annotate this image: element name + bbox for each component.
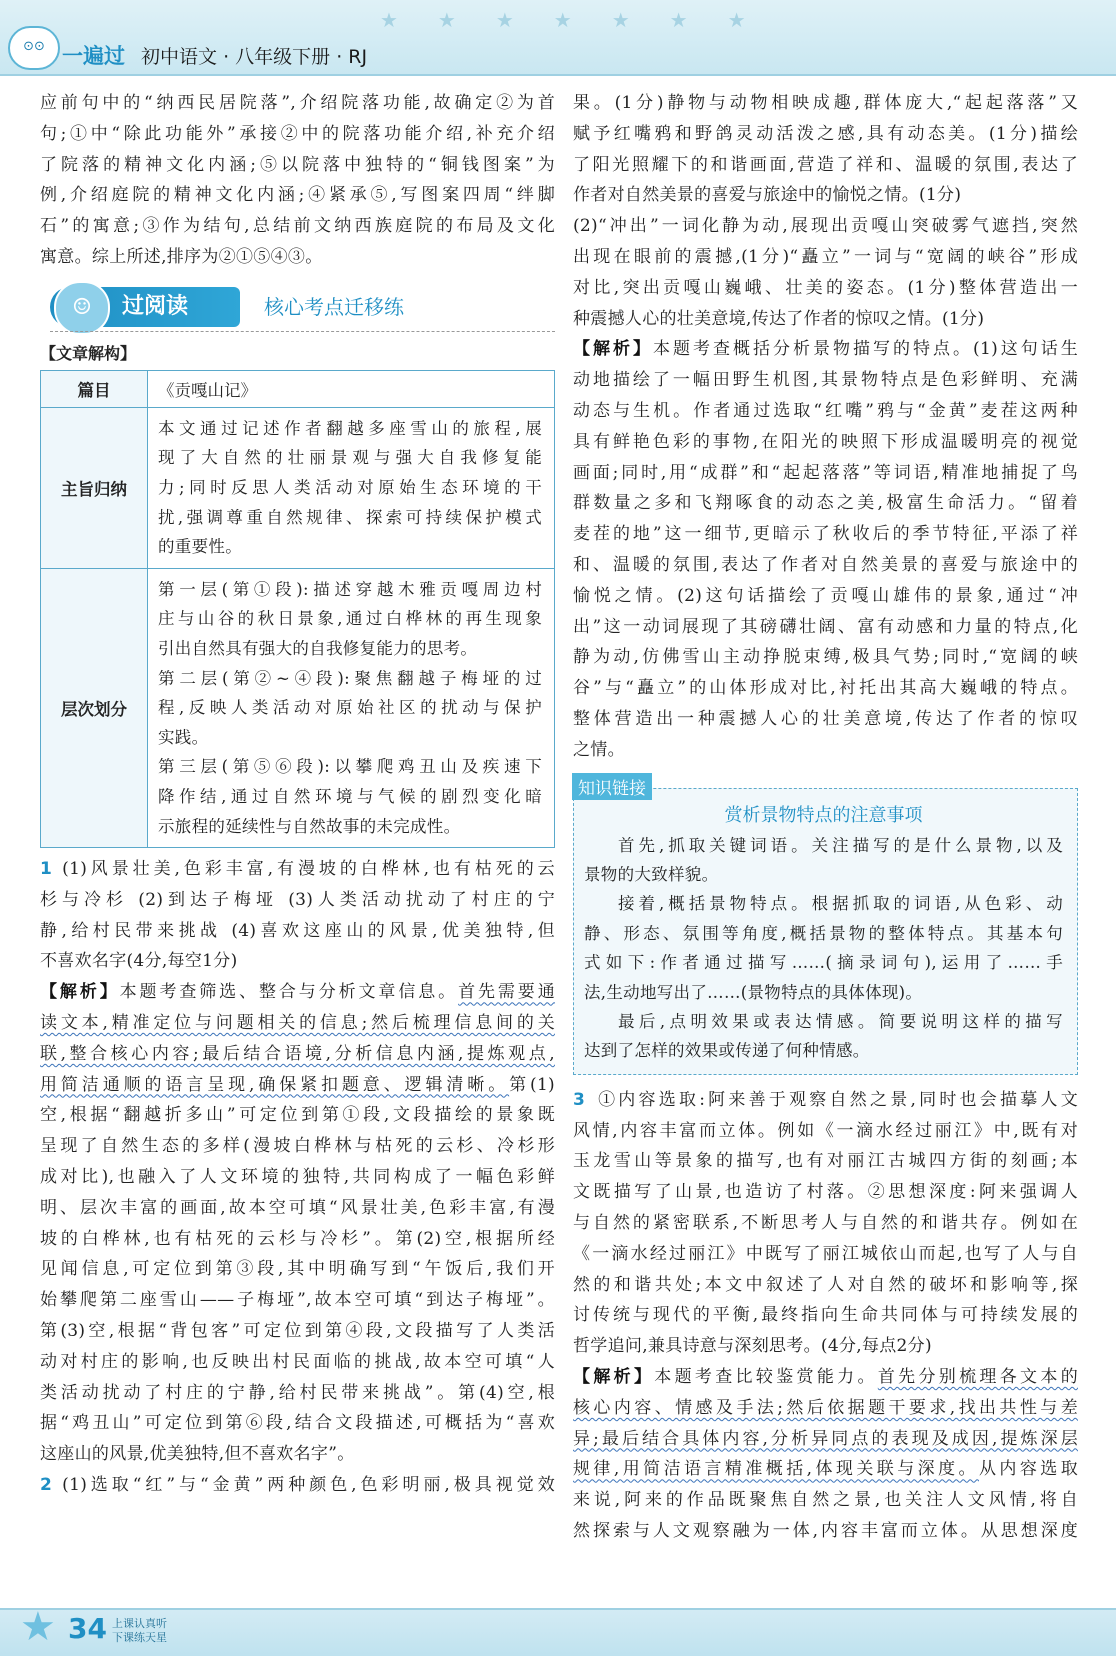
underlined-text: 联,整合核心内容;最后结合语境,分析信息内涵,提炼观点, [40,1043,555,1064]
text-line: 文既描写了山景,也造访了村落。②思想深度:阿来强调人 [573,1182,1078,1203]
text-line: 始攀爬第二座雪山——子梅垭”,故本空可填“到达子梅垭”。 [40,1290,555,1311]
footer-slogan [112,1617,167,1645]
text-line: 程,反映人类活动对原始社区的扰动与保护 [158,698,542,718]
analysis-text: 本题考查比较鉴赏能力。 [654,1366,878,1387]
text-line: 了院落的精神文化内涵;⑤以院落中独特的“铜钱图案”为 [40,154,555,175]
text-line: 然探索与人文观察融为一体,内容丰富而立体。从思想深度 [573,1520,1078,1541]
right-column [573,88,1078,1547]
answer-text: (1)风景壮美,色彩丰富,有漫坡的白桦林,也有枯死的云 [62,859,555,880]
text-line: 静为动,仿佛雪山主动挣脱束缚,极具气势;同时,“宽阔的峡 [573,647,1078,668]
text-line: 不喜欢名字(4分,每空1分) [40,951,238,972]
text-line: 果。(1分)静物与动物相映成趣,群体庞大,“起起落落”又 [573,93,1078,113]
knowledge-link-box [573,778,1078,1075]
underlined-text: 用简洁通顺的语言呈现,确保紧扣题意、逻辑清晰。 [40,1074,510,1095]
text-line: 力;同时反思人类活动对原始生态环境的干 [158,477,542,497]
text-line: 本文通过记述作者翻越多座雪山的旅程,展 [158,418,542,438]
table-cell [148,568,555,847]
text-line: 第(3)空,根据“背包客”可定位到第④段,文段描写了人类活 [40,1321,555,1342]
text-line: 愉悦之情。(2)这句话描绘了贡嘎山雄伟的景象,通过“冲 [573,585,1078,606]
text-line: 玉龙雪山等景象的描写,也有对丽江古城四方街的刻画;本 [573,1151,1078,1172]
text-line: 引出自然具有强大的自我修复能力的思考。 [158,638,478,658]
text-line: 扰,强调尊重自然规律、探索可持续保护模式 [158,507,542,527]
structure-table [40,370,555,848]
text-line [40,1470,555,1501]
text-line: 空,根据“翻越折多山”可定位到第①段,文段描绘的景象既 [40,1105,555,1126]
table-header-cell: 主旨归纳 [41,407,148,568]
table-cell [148,407,555,568]
text-line [40,854,555,885]
text-line [40,1070,555,1101]
brand-name: 一遍过 [62,44,125,68]
text-line: 应前句中的“纳西民居院落”,介绍院落功能,故确定②为首 [40,93,555,113]
question-number: 3 [573,1089,586,1110]
text-line: 具有鲜艳色彩的事物,在阳光的映照下形成温暖明亮的视觉 [573,431,1078,452]
section-banner [40,281,555,335]
text-line [40,1008,555,1039]
page-number: 34 [68,1612,107,1645]
text-line: 了阳光照耀下的和谐画面,营造了祥和、温暖的氛围,表达了 [573,154,1078,175]
table-row [41,370,555,407]
table-header-cell: 篇目 [41,370,148,407]
text-line: 景物的大致样貌。 [584,864,719,884]
text-line: 种震撼人心的壮美意境,传达了作者的惊叹之情。(1分) [573,308,985,329]
text-line: 式如下:作者通过描写……(摘录词句),运用了……手 [584,953,1063,973]
text-line: 麦茬的地”这一细节,更暗示了秋收后的季节特征,平添了祥 [573,524,1078,545]
text-line [40,1039,555,1070]
text-line: 呈现了自然生态的多样(漫坡白桦林与枯死的云杉、冷杉形 [40,1136,555,1157]
text-line: 动态与生机。作者通过选取“红嘴”鸦与“金黄”麦茬这两种 [573,400,1078,421]
essay-title: 《贡嘎山记》 [158,380,257,400]
answer-text: (1)选取“红”与“金黄”两种颜色,色彩明丽,极具视觉效 [62,1475,555,1496]
text-line: 画面;同时,用“成群”和“起起落落”等词语,精准地捕捉了鸟 [573,462,1078,483]
analysis-tag: 【解析】 [573,339,654,360]
text-line: 类活动扰动了村庄的宁静,给村民带来挑战”。第(4)空,根 [40,1382,555,1403]
question-2-answer-cont [573,88,1078,766]
analysis-text: 本题考查概括分析景物描写的特点。(1)这句话生 [653,339,1079,360]
text-line [40,977,555,1008]
mascot-icon: ☺ [54,281,110,335]
text-line: 这座山的风景,优美独特,但不喜欢名字”。 [40,1444,355,1465]
underlined-text: 首先需要通 [458,982,556,1003]
text-line: 动对村庄的影响,也反映出村民面临的挑战,故本空可填“人 [40,1351,555,1372]
underlined-text: 规律,用简洁语言精准概括,体现关联与深度。 [573,1459,979,1480]
question-number: 2 [40,1475,53,1496]
slogan-line: 下课练天星 [112,1631,167,1644]
text-line: 石”的寓意;③作为结句,总结前文纳西族庭院的布局及文化 [40,216,555,237]
slogan-line: 上课认真听 [112,1617,167,1630]
text-line: 的重要性。 [158,537,242,557]
text-line: 成对比),也融入了人文环境的独特,共同构成了一幅色彩鲜 [40,1167,555,1188]
question-3-answer [573,1085,1078,1547]
page-header [62,40,367,70]
text-line [573,1393,1078,1424]
text-line: 第二层(第②~④段):聚焦翻越子梅垭的过 [158,668,542,688]
text-line: 之情。 [573,739,625,760]
underlined-text: 核心内容、情感及手法;然后依据题干要求,找出共性与差 [573,1397,1078,1418]
text-line: 降作结,通过自然环境与气候的剧烈变化暗 [158,786,542,806]
text-line: 动地描绘了一幅田野生机图,其景物特点是色彩鲜明、充满 [573,370,1078,391]
text-line: 例,介绍庭院的精神文化内涵;④紧承⑤,写图案四周“绊脚 [40,185,555,206]
text-line: 静,给村民带来挑战 (4)喜欢这座山的风景,优美独特,但 [40,920,555,941]
text-line: 达到了怎样的效果或传递了何种情感。 [584,1041,870,1061]
mascot-logo-icon: ⊙⊙ [8,26,60,70]
table-header-cell: 层次划分 [41,568,148,847]
text-line: 接着,概括景物特点。根据抓取的词语,从色彩、动 [618,894,1063,914]
text-line: 实践。 [158,727,209,747]
book-title: 初中语文 · 八年级下册 · RJ [141,46,368,68]
text-line: 寓意。综上所述,排序为②①⑤④③。 [40,246,323,267]
text-line: 杉与冷杉 (2)到达子梅垭 (3)人类活动扰动了村庄的宁 [40,889,555,910]
text-line: 《一滴水经过丽江》中既写了丽江城依山而起,也写了人与自 [573,1243,1078,1264]
text-line: 风情,内容丰富而立体。例如《一滴水经过丽江》中,既有对 [573,1120,1078,1141]
text-line: 首先,抓取关键词语。关注描写的是什么景物,以及 [618,835,1063,855]
text-line: 第三层(第⑤⑥段):以攀爬鸡丑山及疾速下 [158,757,542,777]
text-line: 讨传统与现代的平衡,最终指向生命共同体与可持续发展的 [573,1305,1078,1326]
text-line: 出”这一动词展现了其磅礴壮阔、富有动感和力量的特点,化 [573,616,1078,637]
text-line [573,1085,1078,1116]
footer-band [0,1608,1116,1656]
text-line: 句;①中“除此功能外”承接②中的院落功能介绍,补充介绍 [40,123,555,144]
text-line: 对比,突出贡嘎山巍峨、壮美的姿态。(1分)整体营造出一 [573,277,1078,298]
underlined-text: 首先分别梳理各文本的 [877,1366,1078,1387]
left-column [40,88,555,1501]
text-line: 和、温暖的氛围,表达了作者对自然美景的喜爱与旅途中的 [573,554,1078,575]
knowledge-tag: 知识链接 [572,773,652,800]
banner-main-title: 过阅读 [50,287,240,327]
underlined-text: 读文本,精准定位与问题相关的信息;然后梳理信息间的关 [40,1013,555,1034]
text-line: 明、层次丰富的画面,故本空可填“风景壮美,色彩丰富,有漫 [40,1197,555,1218]
divider [50,331,555,332]
text-line: 坡的白桦林,也有枯死的云杉与冷杉”。第(2)空,根据所经 [40,1228,555,1249]
analysis-tag: 【解析】 [40,982,120,1003]
question-number: 1 [40,859,53,880]
text-line: 来说,阿来的作品既聚焦自然之景,也关注人文风情,将自 [573,1490,1078,1511]
table-row [41,568,555,847]
text-line: 庄与山谷的秋日景象,通过白桦林的再生现象 [158,609,542,629]
text-line: (2)“冲出”一词化静为动,展现出贡嘎山突破雾气遮挡,突然 [573,216,1078,237]
analysis-text: 第(1) [509,1074,555,1095]
question-1-answer [40,854,555,1470]
question-2-answer-start [40,1470,555,1501]
text-line: 静、形态、氛围等角度,概括景物的整体特点。其基本句 [584,923,1063,943]
intro-paragraph [40,88,555,273]
table-row [41,407,555,568]
star-mascot-icon: ★ [20,1604,56,1650]
table-cell [148,370,555,407]
analysis-tag: 【解析】 [573,1366,655,1387]
text-line [573,1424,1078,1455]
text-line: 哲学追问,兼具诗意与深刻思考。(4分,每点2分) [573,1336,932,1357]
text-line: 赋予红嘴鸦和野鸽灵动活泼之感,具有动态美。(1分)描绘 [573,123,1078,144]
text-line: 与自然的紧密联系,不断思考人与自然的和谐共存。例如在 [573,1212,1078,1233]
answer-text: ①内容选取:阿来善于观察自然之景,同时也会描摹人文 [595,1089,1078,1110]
banner-subtitle: 核心考点迁移练 [264,294,404,319]
knowledge-title: 赏析景物特点的注意事项 [724,804,923,826]
analysis-text: 本题考查筛选、整合与分析文章信息。 [119,982,459,1003]
text-line: 据“鸡丑山”可定位到第⑥段,结合文段描述,可概括为“喜欢 [40,1413,555,1434]
text-line: 示旅程的延续性与自然故事的未完成性。 [158,816,461,836]
text-line [573,1362,1078,1393]
analysis-text: 从内容选取 [978,1459,1079,1480]
text-line: 群数量之多和飞翔啄食的动态之美,极富生命活力。“留着 [573,493,1078,514]
text-line: 第一层(第①段):描述穿越木雅贡嘎周边村 [158,579,542,599]
text-line: 最后,点明效果或表达情感。简要说明这样的描写 [618,1011,1063,1031]
text-line: 谷”与“矗立”的山体形成对比,衬托出其高大巍峨的特点。 [573,678,1078,699]
text-line: 整体营造出一种震撼人心的壮美意境,传达了作者的惊叹 [573,708,1078,729]
text-line [573,334,1078,365]
text-line: 出现在眼前的震撼,(1分)“矗立”一词与“宽阔的峡谷”形成 [573,246,1078,267]
text-line: 法,生动地写出了……(景物特点的具体体现)。 [584,982,923,1002]
text-line: 见闻信息,可定位到第③段,其中明确写到“午饭后,我们开 [40,1259,555,1280]
decorative-stars: ★★★★★★★ [380,8,786,32]
section-label: 【文章解构】 [40,343,137,363]
text-line: 作者对自然美景的喜爱与旅途中的愉悦之情。(1分) [573,185,962,206]
text-line [573,1454,1078,1485]
text-line: 然的和谐共处;本文中叙述了人对自然的破坏和影响等,探 [573,1274,1078,1295]
underlined-text: 异;最后结合具体内容,分析异同点的表现及成因,提炼深层 [573,1428,1078,1449]
text-line: 现了大自然的壮丽景观与强大自我修复能 [158,448,542,468]
